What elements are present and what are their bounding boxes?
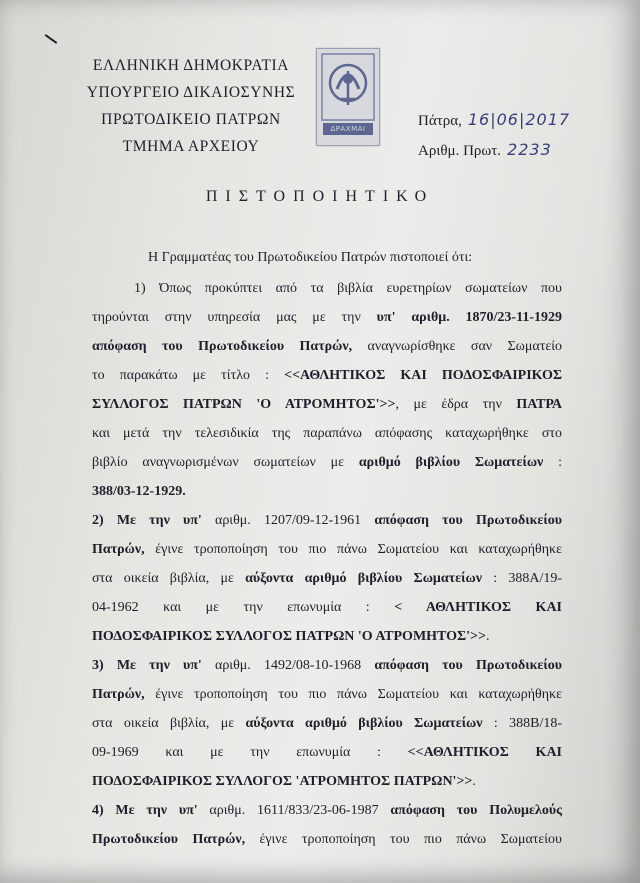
- bold-text: Πρωτοδικείου Πατρών,: [92, 832, 246, 847]
- body-text: στα οικεία βιβλία, με: [92, 571, 246, 586]
- bold-text: Πρωτοδικείου Πατρών,: [198, 339, 353, 354]
- body-line: [92, 738, 562, 767]
- body-line: [92, 361, 562, 390]
- body-text: : 388Α/19-: [481, 571, 562, 586]
- place-label: Πάτρα,: [418, 113, 462, 129]
- body-text: στα οικεία βιβλία, με: [92, 716, 246, 731]
- protocol-label: Αριθμ. Πρωτ.: [418, 143, 502, 159]
- bold-text: ΠΟΔΟΣΦΑΙΡΙΚΟΣ ΣΥΛΛΟΓΟΣ 'ΑΤΡΟΜΗΤΟΣ ΠΑΤΡΩΝ'>>: [92, 774, 473, 789]
- bold-text: απόφαση του Πρωτοδικείου: [374, 658, 563, 673]
- body-text: 04-1962 και με την επωνυμία :: [92, 600, 395, 615]
- bold-text: ΠΟΔΟΣΦΑΙΡΙΚΟΣ ΣΥΛΛΟΓΟΣ ΠΑΤΡΩΝ 'Ο ΑΤΡΟΜΗΤΟΣ'>>: [92, 629, 487, 644]
- body-text: αριθμ. 1207/09-12-1961: [201, 513, 375, 528]
- body-text: αριθμ. 1611/833/23-06-1987: [197, 803, 391, 818]
- body-line: [92, 448, 562, 477]
- handwritten-date: 16|06|2017: [467, 110, 571, 129]
- bold-text: <<ΑΘΛΗΤΙΚΟΣ ΚΑΙ ΠΟΔΟΣΦΑΙΡΙΚΟΣ: [284, 368, 562, 383]
- intro-line: Η Γραμματέας του Πρωτοδικείου Πατρών πιστοποιεί ότι:: [148, 250, 473, 265]
- bold-text: <<ΑΘΛΗΤΙΚΟΣ ΚΑΙ: [407, 745, 563, 760]
- bold-text: 388/03-12-1929.: [92, 484, 186, 499]
- body-text: :: [543, 455, 562, 470]
- bold-text: Πατρών,: [92, 542, 145, 557]
- document-body: [92, 274, 562, 854]
- body-line: [92, 825, 562, 854]
- bold-text: < ΑΘΛΗΤΙΚΟΣ ΚΑΙ: [394, 600, 563, 615]
- body-line: [92, 767, 562, 796]
- body-text: τηρούνται στην υπηρεσία μας με την: [92, 310, 377, 325]
- bold-text: απόφαση του Πολυμελούς: [390, 803, 562, 818]
- body-text: 1) Όπως προκύπτει από τα βιβλία ευρετηρίων σωματείων που: [134, 281, 562, 296]
- pen-mark: [45, 34, 58, 44]
- bold-text: 3) Με την υπ': [92, 658, 202, 673]
- body-text: έγινε τροποποίηση του πιο πάνω Σωματείου και καταχωρήθηκε: [144, 542, 562, 557]
- bold-text: αύξοντα αριθμό βιβλίου Σωματείων: [245, 716, 483, 731]
- body-text: αριθμ. 1492/08-10-1968: [201, 658, 375, 673]
- body-line: [92, 506, 562, 535]
- body-line: [92, 680, 562, 709]
- body-text: : 388Β/18-: [482, 716, 562, 731]
- body-text: , με έδρα την: [395, 397, 517, 412]
- body-line: [92, 535, 562, 564]
- place-date: [418, 110, 570, 130]
- bold-text: αύξοντα αριθμό βιβλίου Σωματείων: [245, 571, 482, 586]
- bold-text: 1870/23-11-1929: [465, 310, 562, 325]
- body-line: [92, 796, 562, 825]
- body-line: [92, 651, 562, 680]
- bold-text: απόφαση του: [92, 339, 183, 354]
- protocol-number: [418, 140, 552, 160]
- document-title: ΠΙΣΤΟΠΟΙΗΤΙΚΟ: [205, 188, 435, 205]
- letterhead: [76, 52, 306, 160]
- body-line: [92, 709, 562, 738]
- bold-text: 2) Με την υπ': [92, 513, 202, 528]
- body-text: [183, 339, 198, 354]
- body-line: [92, 622, 562, 651]
- bold-text: ΣΥΛΛΟΓΟΣ ΠΑΤΡΩΝ 'Ο ΑΤΡΟΜΗΤΟΣ'>>: [92, 397, 396, 412]
- letterhead-line: ΕΛΛΗΝΙΚΗ ΔΗΜΟΚΡΑΤΙΑ: [92, 57, 290, 74]
- bold-text: ΠΑΤΡΑ: [516, 397, 562, 412]
- bold-text: Πατρών,: [92, 687, 145, 702]
- body-line: [92, 564, 562, 593]
- letterhead-line: ΥΠΟΥΡΓΕΙΟ ΔΙΚΑΙΟΣΥΝΗΣ: [86, 84, 296, 101]
- body-text: .: [486, 629, 490, 644]
- body-text: έγινε τροποποίηση του πιο πάνω Σωματείου και καταχωρήθηκε: [144, 687, 562, 702]
- revenue-stamp: [316, 48, 380, 146]
- bold-text: απόφαση του Πρωτοδικείου: [374, 513, 563, 528]
- bold-text: 4) Με την υπ': [92, 803, 198, 818]
- letterhead-line: ΤΜΗΜΑ ΑΡΧΕΙΟΥ: [122, 138, 260, 155]
- body-text: .: [472, 774, 476, 789]
- handwritten-protocol: 2233: [507, 140, 552, 159]
- body-line: [92, 274, 562, 303]
- body-text: έγινε τροποποίηση του πιο πάνω Σωματείου: [245, 832, 562, 847]
- body-line: [92, 332, 562, 361]
- body-line: [92, 390, 562, 419]
- body-text: βιβλίο αναγνωρισμένων σωματείων με: [92, 455, 359, 470]
- body-text: και μετά την τελεσιδικία της παραπάνω απόφασης καταχωρήθηκε στο: [92, 426, 562, 441]
- bold-text: υπ' αριθμ.: [376, 310, 466, 325]
- letterhead-line: ΠΡΩΤΟΔΙΚΕΙΟ ΠΑΤΡΩΝ: [101, 111, 281, 128]
- bold-text: αριθμό βιβλίου Σωματείων: [358, 455, 544, 470]
- body-line: [92, 593, 562, 622]
- body-text: 09-1969 και με την επωνυμία :: [92, 745, 408, 760]
- body-line: [92, 419, 562, 448]
- body-line: [92, 477, 562, 506]
- body-text: το παρακάτω με τίτλο :: [92, 368, 285, 383]
- stamp-caption: ΔΡΑΧΜΑΙ: [323, 123, 373, 135]
- body-line: [92, 303, 562, 332]
- body-text: αναγνωρίσθηκε σαν Σωματείο: [352, 339, 562, 354]
